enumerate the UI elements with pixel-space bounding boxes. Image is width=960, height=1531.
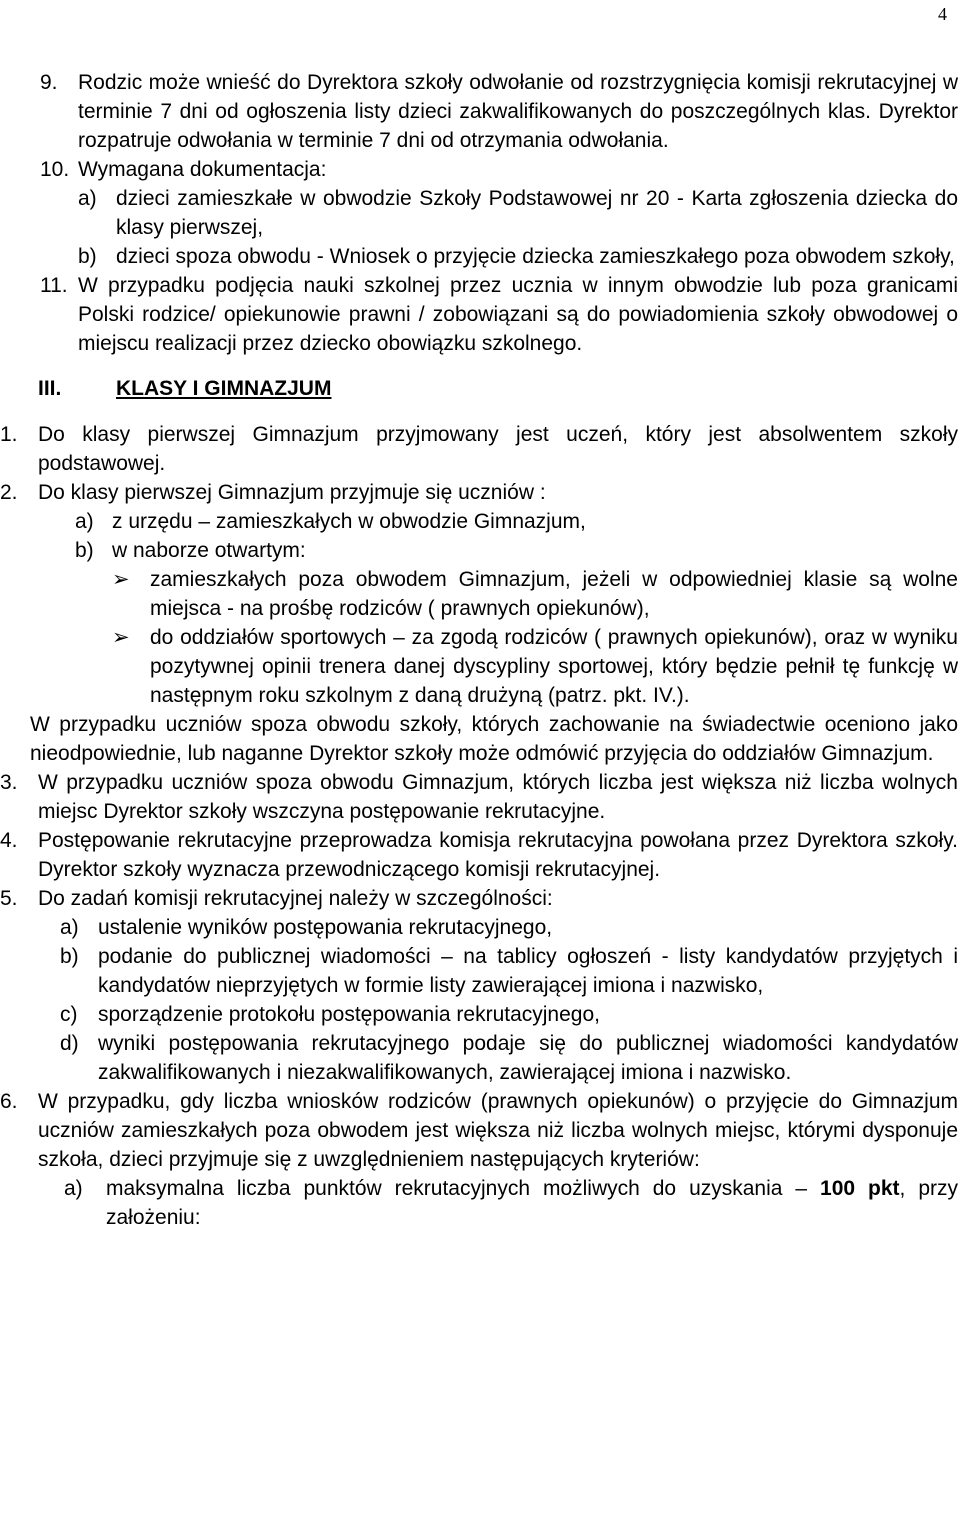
item-text: Do zadań komisji rekrutacyjnej należy w szczególności: [38,887,553,910]
item-text: w naborze otwartym: [112,539,306,562]
points-bold: 100 pkt [820,1177,900,1200]
item-text: W przypadku podjęcia nauki szkolnej przez ucznia w innym obwodzie lub poza granicami Polski rodzice/ opiekunowie prawni / zobowiązani są do powiadomienia szkoły obwodowej o miejscu realizacji przez dziecko obowiązku szkolnego. [78,274,958,355]
list-item-5d [0,1029,960,1087]
paragraph-text: W przypadku uczniów spoza obwodu szkoły, których zachowanie na świadectwie oceniono jako nieodpowiednie, lub naganne Dyrektor szkoły może odmówić przyjęcia do oddziałów Gimnazjum. [30,713,958,765]
list-item-5c [0,1000,960,1029]
item-letter: b) [75,539,94,562]
arrow-bullet-icon: ➢ [112,568,130,591]
list-item-11 [0,271,960,358]
item-letter: b) [60,945,79,968]
item-text: W przypadku, gdy liczba wniosków rodziców (prawnych opiekunów) o przyjęcie do Gimnazjum uczniów zamieszkałych poza obwodem jest większa niż liczba wolnych miejsc, którymi dysponuje szkoła, dzieci przyjmuje się z uwzględnieniem następujących kryteriów: [38,1090,958,1171]
item-number: 9. [40,71,58,94]
item-letter: c) [60,1003,78,1026]
list-item-9 [0,68,960,155]
item-text: W przypadku uczniów spoza obwodu Gimnazjum, których liczba jest większa niż liczba wolnych miejsc Dyrektor szkoły wszczyna postępowanie rekrutacyjne. [38,771,958,823]
list-item-10 [0,155,960,184]
item-text: dzieci spoza obwodu - Wniosek o przyjęcie dziecka zamieszkałego poza obwodem szkoły, [116,245,955,268]
item-letter: d) [60,1032,79,1055]
item-text: wyniki postępowania rekrutacyjnego podaje się do publicznej wiadomości kandydatów zakwalifikowanych i niezakwalifikowanych, zawierającej imiona i nazwisko. [98,1032,958,1084]
paragraph-note [0,710,960,768]
section-roman-number: III. [38,377,62,400]
item-text: maksymalna liczba punktów rekrutacyjnych możliwych do uzyskania – [106,1177,808,1200]
list-item-2a [0,507,960,536]
item-letter: a) [75,510,94,533]
item-number: 10. [40,158,70,181]
item-text: Do klasy pierwszej Gimnazjum przyjmowany jest uczeń, który jest absolwentem szkoły podstawowej. [38,423,958,475]
list-item-3 [0,768,960,826]
list-item-6a [0,1174,960,1232]
item-number: 3. [0,771,18,794]
item-number: 4. [0,829,18,852]
section-title: KLASY I GIMNAZJUM [116,377,332,400]
list-item-1 [0,420,960,478]
list-item-6 [0,1087,960,1174]
list-item-10a [0,184,960,242]
item-text: zamieszkałych poza obwodem Gimnazjum, jeżeli w odpowiedniej klasie są wolne miejsca - na prośbę rodziców ( prawnych opiekunów), [150,568,958,620]
item-text: ustalenie wyników postępowania rekrutacyjnego, [98,916,553,939]
bullet-item-1 [0,565,960,623]
item-number: 1. [0,423,18,446]
item-letter: a) [60,916,79,939]
document-body [0,68,960,1232]
list-item-10b [0,242,960,271]
item-number: 2. [0,481,18,504]
section-heading [0,370,960,408]
list-item-4 [0,826,960,884]
list-item-2 [0,478,960,507]
item-text-after: , przy założeniu: [106,1177,958,1229]
item-letter: b) [78,245,97,268]
list-item-2b [0,536,960,565]
item-text: z urzędu – zamieszkałych w obwodzie Gimnazjum, [112,510,586,533]
item-number: 6. [0,1090,18,1113]
arrow-bullet-icon: ➢ [112,626,130,649]
item-text: podanie do publicznej wiadomości – na tablicy ogłoszeń - listy kandydatów przyjętych i kandydatów nieprzyjętych w formie listy zawierającej imiona i nazwisko, [98,945,958,997]
page-number: 4 [938,4,947,24]
item-text: dzieci zamieszkałe w obwodzie Szkoły Podstawowej nr 20 - Karta zgłoszenia dziecka do klasy pierwszej, [116,187,958,239]
list-item-5b [0,942,960,1000]
item-text: do oddziałów sportowych – za zgodą rodziców ( prawnych opiekunów), oraz w wyniku pozytywnej opinii trenera danej dyscypliny sportowej, który będzie pełnił tę funkcję w następnym roku szkolnym z daną drużyną (patrz. pkt. IV.). [150,626,958,707]
item-number: 5. [0,887,18,910]
item-letter: a) [64,1177,83,1200]
item-letter: a) [78,187,97,210]
bullet-item-2 [0,623,960,710]
item-number: 11. [40,274,68,297]
list-item-5 [0,884,960,913]
item-text: Do klasy pierwszej Gimnazjum przyjmuje się uczniów : [38,481,546,504]
item-text: sporządzenie protokołu postępowania rekrutacyjnego, [98,1003,600,1026]
item-text: Postępowanie rekrutacyjne przeprowadza komisja rekrutacyjna powołana przez Dyrektora szkoły. Dyrektor szkoły wyznacza przewodniczącego komisji rekrutacyjnej. [38,829,958,881]
list-item-5a [0,913,960,942]
item-text: Wymagana dokumentacja: [78,158,327,181]
item-text: Rodzic może wnieść do Dyrektora szkoły odwołanie od rozstrzygnięcia komisji rekrutacyjnej w terminie 7 dni od ogłoszenia listy dzieci zakwalifikowanych do poszczególnych klas. Dyrektor rozpatruje odwołania w terminie 7 dni od otrzymania odwołania. [78,71,958,152]
